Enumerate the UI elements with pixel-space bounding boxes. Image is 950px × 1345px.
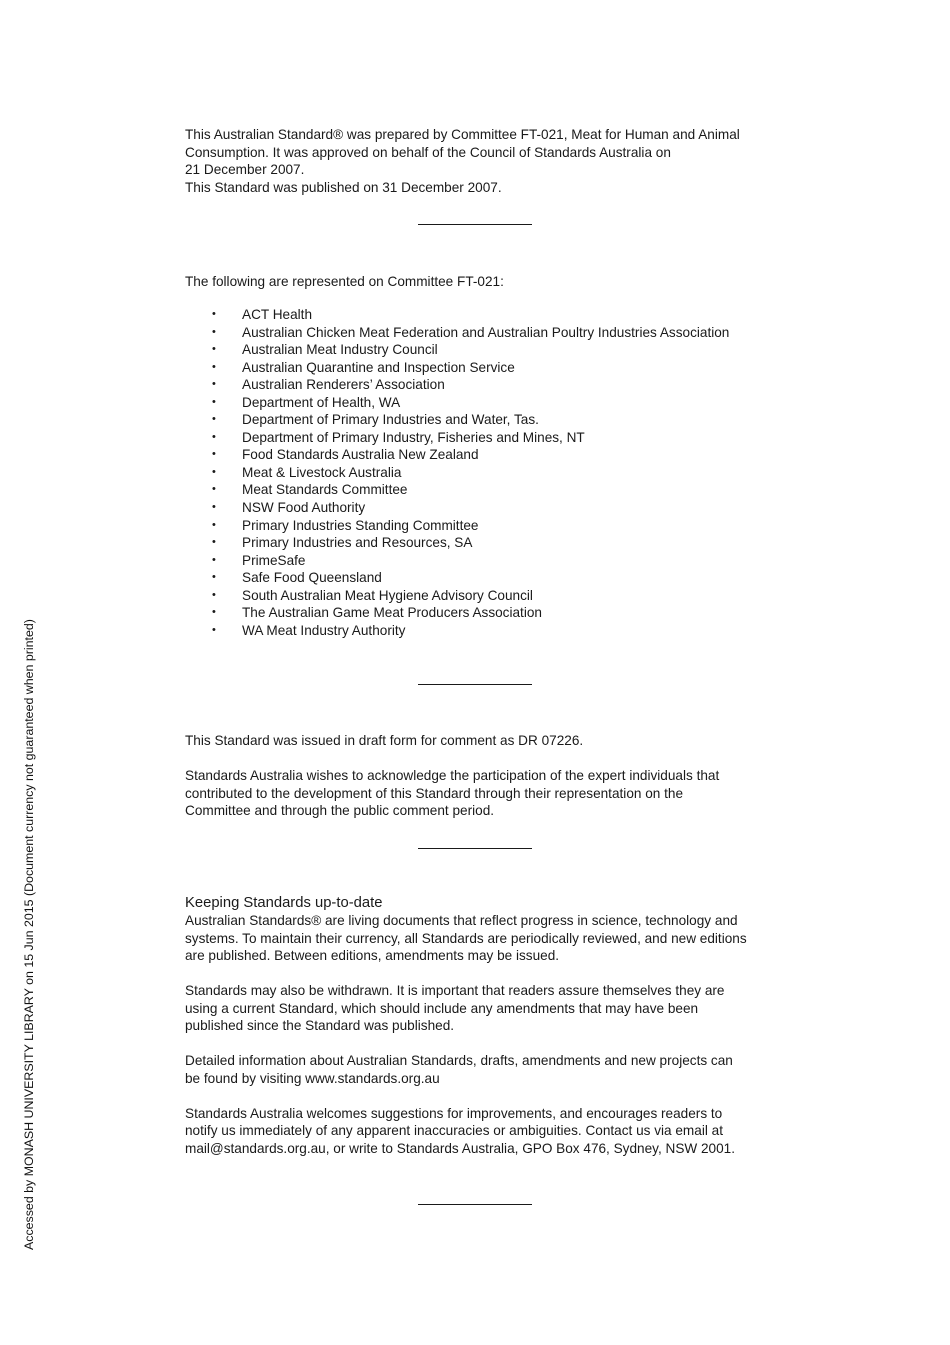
member-name: The Australian Game Meat Producers Association xyxy=(242,605,542,621)
bullet-icon: • xyxy=(212,536,216,549)
section-heading: Keeping Standards up-to-date xyxy=(185,895,383,911)
acknowledgement-line: contributed to the development of this Standard through their representation on the xyxy=(185,785,684,801)
list-item xyxy=(212,569,772,587)
bullet-icon: • xyxy=(212,553,216,566)
preparation-line: This Australian Standard® was prepared by Committee FT-021, Meat for Human and Animal xyxy=(185,127,740,142)
paragraph-line: systems. To maintain their currency, all Standards are periodically reviewed, and new editions xyxy=(185,930,747,946)
list-item xyxy=(212,481,772,499)
member-name: Australian Quarantine and Inspection Service xyxy=(242,359,515,375)
bullet-icon: • xyxy=(212,430,216,443)
bullet-icon: • xyxy=(212,360,216,373)
publication-date: This Standard was published on 31 December 2007. xyxy=(185,179,502,195)
list-item xyxy=(212,499,772,517)
paragraph-line: Standards Australia welcomes suggestions for improvements, and encourages readers to xyxy=(185,1105,723,1121)
member-name: NSW Food Authority xyxy=(242,500,366,516)
list-item xyxy=(212,411,772,429)
list-item xyxy=(212,324,772,342)
paragraph-line: are published. Between editions, amendments may be issued. xyxy=(185,948,560,963)
acknowledgement-line: Standards Australia wishes to acknowledge the participation of the expert individuals that xyxy=(185,768,720,783)
bullet-icon: • xyxy=(212,588,216,601)
member-name: Australian Meat Industry Council xyxy=(242,342,438,358)
paragraph-line: Australian Standards® are living documents that reflect progress in science, technology and xyxy=(185,913,738,928)
member-name: Primary Industries Standing Committee xyxy=(242,517,479,533)
member-name: Department of Primary Industries and Water, Tas. xyxy=(242,412,539,428)
list-item xyxy=(212,604,772,622)
bullet-icon: • xyxy=(212,325,216,338)
section-divider xyxy=(418,684,532,685)
list-item xyxy=(212,359,772,377)
list-item xyxy=(212,429,772,447)
bullet-icon: • xyxy=(212,518,216,531)
list-item xyxy=(212,341,772,359)
preparation-line: 21 December 2007. xyxy=(185,162,305,177)
preparation-statement xyxy=(185,126,775,196)
list-item xyxy=(212,622,772,640)
list-item xyxy=(212,394,772,412)
bullet-icon: • xyxy=(212,343,216,356)
member-name: Primary Industries and Resources, SA xyxy=(242,535,473,551)
member-name: Food Standards Australia New Zealand xyxy=(242,447,479,463)
list-item xyxy=(212,376,772,394)
paragraph-line: published since the Standard was published. xyxy=(185,1018,455,1033)
committee-intro-text: The following are represented on Committee FT-021: xyxy=(185,274,504,289)
bullet-icon: • xyxy=(212,448,216,461)
bullet-icon: • xyxy=(212,378,216,391)
list-item xyxy=(212,446,772,464)
paragraph-line: mail@standards.org.au, or write to Standards Australia, GPO Box 476, Sydney, NSW 2001. xyxy=(185,1140,736,1156)
list-item xyxy=(212,552,772,570)
list-item xyxy=(212,517,772,535)
member-name: WA Meat Industry Authority xyxy=(242,622,406,638)
member-name: South Australian Meat Hygiene Advisory Council xyxy=(242,587,533,603)
section-divider xyxy=(418,848,532,849)
paragraph-line: Detailed information about Australian Standards, drafts, amendments and new projects can xyxy=(185,1053,733,1068)
preparation-line: Consumption. It was approved on behalf of the Council of Standards Australia on xyxy=(185,144,671,160)
bullet-icon: • xyxy=(212,571,216,584)
draft-issue-line: This Standard was issued in draft form for comment as DR 07226. xyxy=(185,733,584,748)
list-item xyxy=(212,306,772,324)
paragraph-line: be found by visiting www.standards.org.au xyxy=(185,1070,440,1086)
bullet-icon: • xyxy=(212,308,216,320)
access-watermark: Accessed by MONASH UNIVERSITY LIBRARY on 15 Jun 2015 (Document currency not guaranteed when printed) xyxy=(22,619,36,1250)
bullet-icon: • xyxy=(212,395,216,408)
bullet-icon: • xyxy=(212,501,216,514)
member-name: Department of Primary Industry, Fisheries and Mines, NT xyxy=(242,429,585,445)
keeping-standards-section xyxy=(185,894,775,1157)
paragraph-line: Standards may also be withdrawn. It is important that readers assure themselves they are xyxy=(185,983,725,998)
draft-statement xyxy=(185,732,775,820)
paragraph-line: using a current Standard, which should include any amendments that may have been xyxy=(185,1000,699,1016)
member-name: Meat Standards Committee xyxy=(242,482,408,498)
list-item xyxy=(212,464,772,482)
bullet-icon: • xyxy=(212,623,216,636)
committee-intro xyxy=(185,273,775,291)
member-name: ACT Health xyxy=(242,307,313,322)
bullet-icon: • xyxy=(212,465,216,478)
paragraph-line: notify us immediately of any apparent inaccuracies or ambiguities. Contact us via email at xyxy=(185,1123,723,1138)
member-name: Department of Health, WA xyxy=(242,394,401,410)
acknowledgement-line: Committee and through the public comment period. xyxy=(185,803,495,818)
list-item xyxy=(212,534,772,552)
bullet-icon: • xyxy=(212,606,216,619)
member-name: Safe Food Queensland xyxy=(242,570,382,586)
member-name: PrimeSafe xyxy=(242,552,306,568)
list-item xyxy=(212,587,772,605)
section-divider xyxy=(418,224,532,225)
bullet-icon: • xyxy=(212,483,216,496)
member-name: Meat & Livestock Australia xyxy=(242,464,402,480)
member-name: Australian Renderers’ Association xyxy=(242,377,445,393)
section-divider xyxy=(418,1204,532,1205)
member-name: Australian Chicken Meat Federation and Australian Poultry Industries Association xyxy=(242,324,730,340)
bullet-icon: • xyxy=(212,413,216,426)
committee-member-list xyxy=(212,306,772,639)
